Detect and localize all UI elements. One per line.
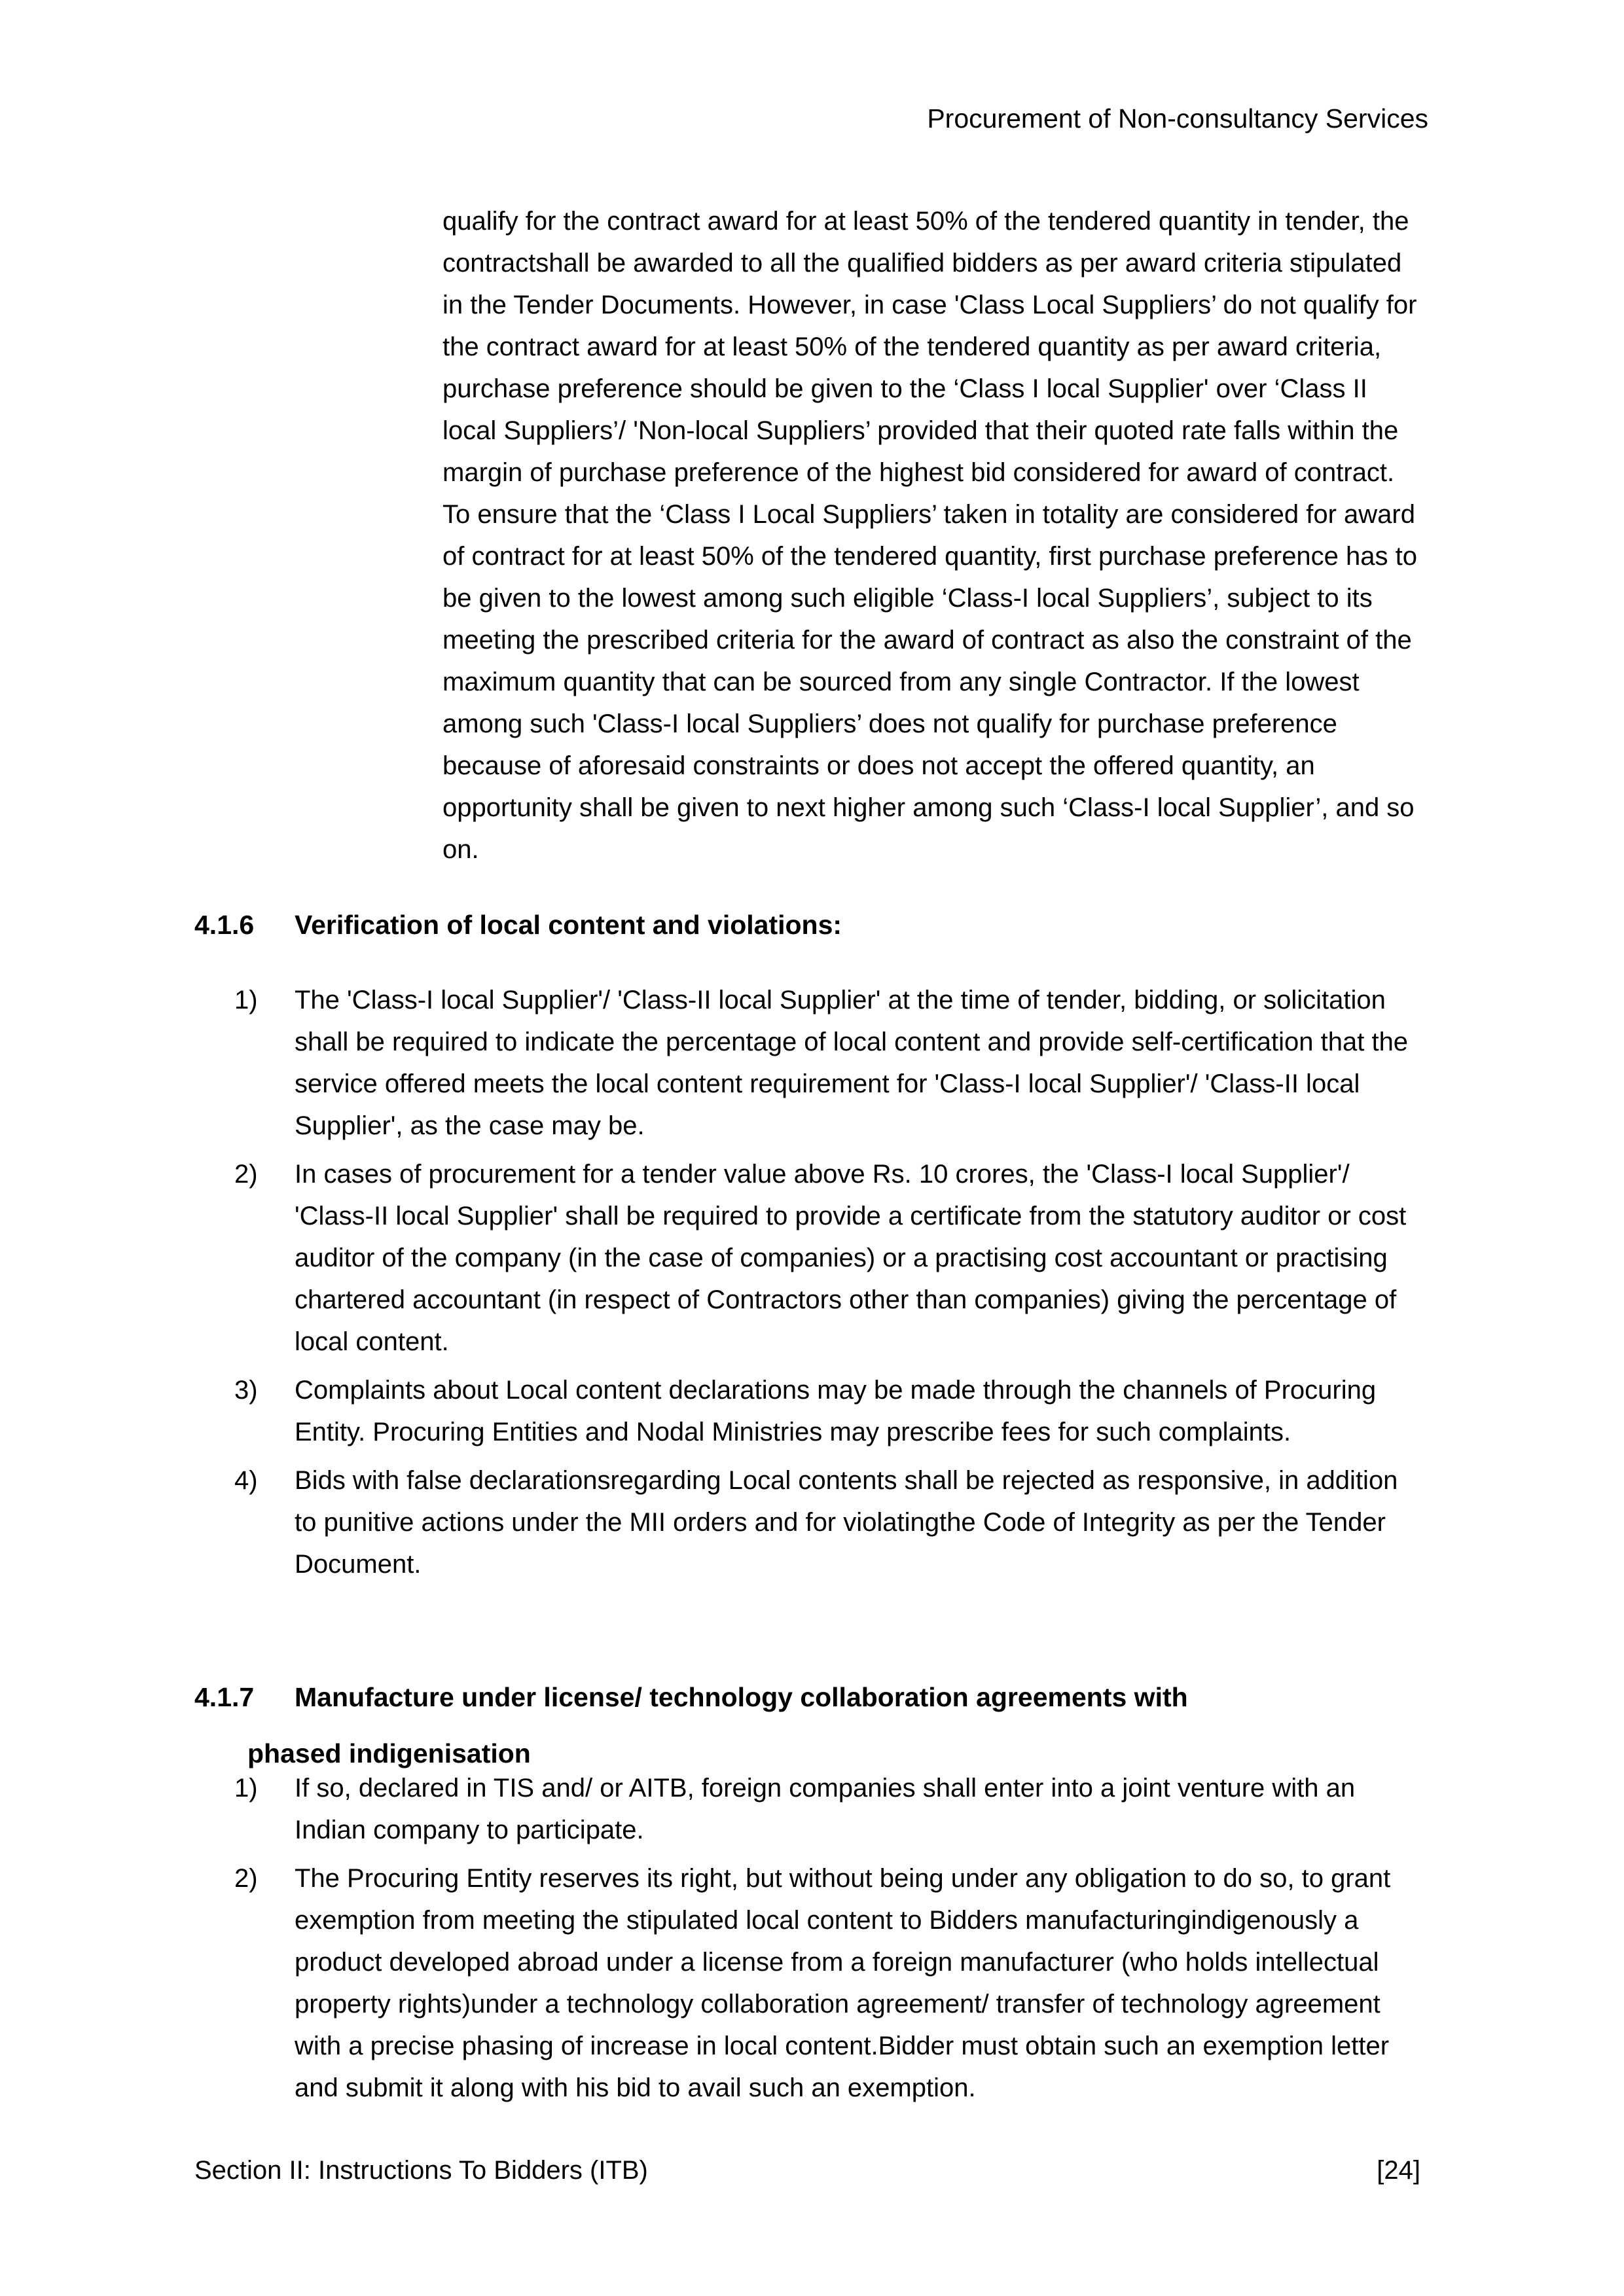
section-4-1-7-heading [194,1669,1373,1782]
list-item-text: Complaints about Local content declarations may be made through the channels of Procuring Entity. Procuring Entities and Nodal Ministries may prescribe fees for such complaints. [295,1376,1377,1446]
page-footer [194,2156,1420,2185]
section-4-1-6-heading [194,910,842,941]
section-4-1-7-title: Manufacture under license/ technology collaboration agreements with phased indigenisation [247,1682,1188,1768]
list-item-text: In cases of procurement for a tender value above Rs. 10 crores, the 'Class-I local Supplier'/ 'Class-II local Supplier' shall be required to provide a certificate from the statutory auditor or cost auditor of the company (in the case of companies) or a practising cost accountant or practising chartered accountant (in respect of Contractors other than companies) giving the percentage of local content. [295,1160,1407,1356]
list-item [234,1767,1420,1851]
list-item-marker: 2) [234,1864,258,1893]
list-item-marker: 1) [234,1774,258,1803]
list-item [234,1460,1420,1585]
list-item-marker: 1) [234,986,258,1014]
intro-paragraph: qualify for the contract award for at least 50% of the tendered quantity in tender, the contractshall be awarded to all the qualified bidders as per award criteria stipulated in the Tender Documents. However, in case 'Class Local Suppliers’ do not qualify for the contract award for at least 50% of the tendered quantity as per award criteria, purchase preference should be given to the ‘Class I local Supplier' over ‘Class II local Suppliers’/ 'Non-local Suppliers’ provided that their quoted rate falls within the margin of purchase preference of the highest bid considered for award of contract. To ensure that the ‘Class I Local Suppliers’ taken in totality are considered for award of contract for at least 50% of the tendered quantity, first purchase preference has to be given to the lowest among such eligible ‘Class-I local Suppliers’, subject to its meeting the prescribed criteria for the award of contract as also the constraint of the maximum quantity that can be sourced from any single Contractor. If the lowest among such 'Class-I local Suppliers’ does not qualify for purchase preference because of aforesaid constraints or does not accept the offered quantity, an opportunity shall be given to next higher among such ‘Class-I local Supplier’, and so on. [442,207,1418,864]
list-item [234,979,1420,1147]
page-header-text: Procurement of Non-consultancy Services [927,103,1428,134]
list-item [234,1857,1420,2109]
list-item-text: The 'Class-I local Supplier'/ 'Class-II local Supplier' at the time of tender, bidding, or solicitation shall be required to indicate the percentage of local content and provide self-certification that the service offered meets the local content requirement for 'Class-I local Supplier'/ 'Class-II local Supplier', as the case may be. [295,986,1409,1140]
list-item-text: If so, declared in TIS and/ or AITB, foreign companies shall enter into a joint venture with an Indian company to participate. [295,1774,1356,1844]
section-4-1-6-list [234,979,1420,1592]
list-item-marker: 3) [234,1376,258,1405]
section-4-1-6-number: 4.1.6 [194,910,255,940]
footer-page-number: [24] [1377,2156,1420,2185]
section-4-1-7-number: 4.1.7 [194,1682,255,1712]
footer-section-label: Section II: Instructions To Bidders (ITB) [194,2156,648,2185]
list-item-marker: 2) [234,1160,258,1189]
section-4-1-6-title: Verification of local content and violations: [295,910,842,940]
list-item [234,1153,1420,1363]
list-item-text: Bids with false declarationsregarding Local contents shall be rejected as responsive, in addition to punitive actions under the MII orders and for violatingthe Code of Integrity as per the Tender Document. [295,1466,1398,1579]
list-item-marker: 4) [234,1466,258,1495]
list-item [234,1369,1420,1453]
list-item-text: The Procuring Entity reserves its right, but without being under any obligation to do so, to grant exemption from meeting the stipulated local content to Bidders manufacturingindigenously a product developed abroad under a license from a foreign manufacturer (who holds intellectual property rights)under a technology collaboration agreement/ transfer of technology agreement with a precise phasing of increase in local content.Bidder must obtain such an exemption letter and submit it along with his bid to avail such an exemption. [295,1864,1391,2102]
section-4-1-7-list [234,1767,1420,2115]
